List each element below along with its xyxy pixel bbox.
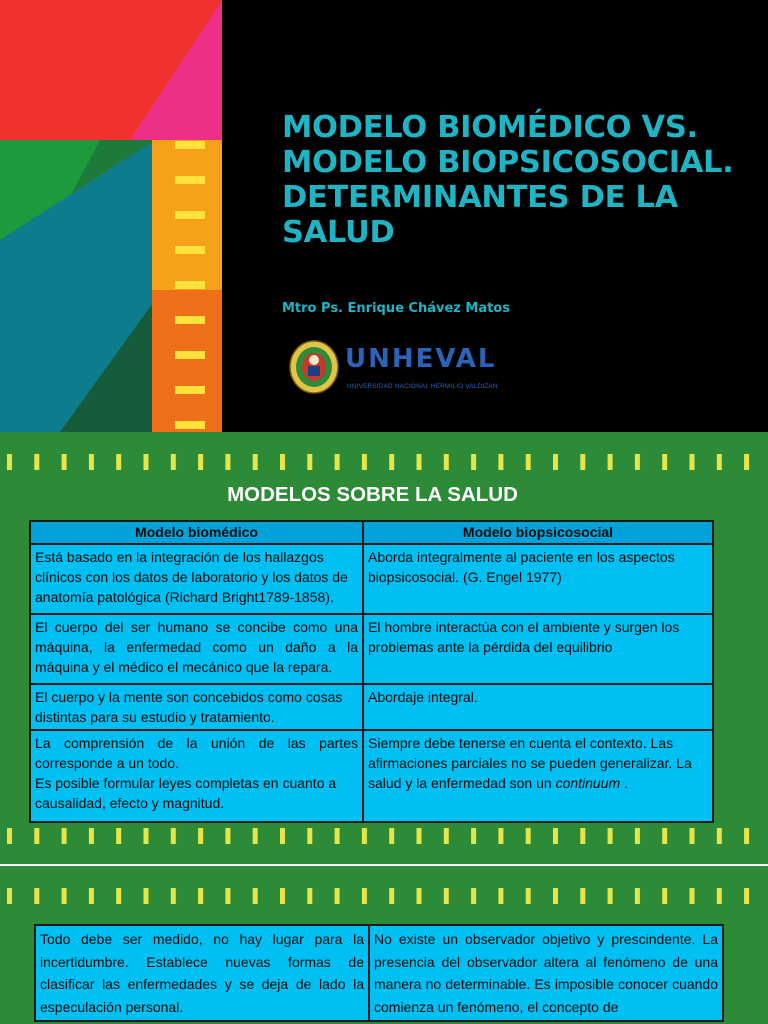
cell-biomedico [30, 730, 363, 822]
section-title: MODELOS SOBRE LA SALUD [227, 483, 518, 506]
university-seal-icon [289, 338, 339, 394]
cell-biomedico: El cuerpo del ser humano se concibe como una máquina, la enfermedad como un daño a la máquina y el médico el mecánico que la repara. [30, 614, 363, 684]
emphasis-text: continuum [555, 775, 621, 791]
cell-text: La comprensión de la unión de las partes corresponde a un todo. [35, 735, 358, 771]
column-header-biomedico: Modelo biomédico [30, 521, 363, 544]
slide-title: MODELO BIOMÉDICO VS. MODELO BIOPSICOSOCIAL. DETERMINANTES DE LA SALUD [282, 110, 734, 250]
university-subtitle: UNIVERSIDAD NACIONAL HERMILIO VALDIZAN [347, 383, 498, 390]
table-row [30, 544, 713, 614]
university-name: UNHEVAL [345, 344, 497, 374]
cell-text: . [624, 775, 628, 791]
dashed-border-bottom [0, 828, 768, 844]
continuation-slide [0, 866, 768, 1024]
cell-biopsicosocial [363, 730, 713, 822]
comparison-table [29, 520, 714, 823]
table-row [35, 925, 723, 1021]
author-name: Mtro Ps. Enrique Chávez Matos [282, 301, 510, 316]
table-row [30, 730, 713, 822]
cell-text: Siempre debe tenerse en cuenta el contexto. Las afirmaciones parciales no se pueden generalizar. La salud y la enfermedad son un [368, 735, 692, 791]
table-header-row [30, 521, 713, 544]
decorative-color-blocks [0, 0, 222, 432]
cell-biopsicosocial: No existe un observador objetivo y prescindente. La presencia del observador altera al fenómeno de una manera no determinable. Es imposible conocer cuando comienza un fenómeno, el concepto de [369, 925, 723, 1021]
cell-biomedico: Todo debe ser medido, no hay lugar para la incertidumbre. Establece nuevas formas de clasificar las enfermedades y se deja de lado la especulación personal. [35, 925, 369, 1021]
title-slide [0, 0, 768, 432]
cell-biopsicosocial: Abordaje integral. [363, 684, 713, 730]
continuation-table [34, 924, 724, 1022]
models-slide [0, 432, 768, 864]
table-row [30, 614, 713, 684]
column-header-biopsicosocial: Modelo biopsicosocial [363, 521, 713, 544]
table-row [30, 684, 713, 730]
cell-biopsicosocial: Aborda integralmente al paciente en los aspectos biopsicosocial. (G. Engel 1977) [363, 544, 713, 614]
cell-text: Es posible formular leyes completas en cuanto a causalidad, efecto y magnitud. [35, 775, 337, 811]
university-logo [289, 338, 529, 398]
cell-biomedico: El cuerpo y la mente son concebidos como cosas distintas para su estudio y tratamiento. [30, 684, 363, 730]
dashed-border-top [0, 454, 768, 470]
cell-biomedico: Está basado en la integración de los hallazgos clínicos con los datos de laboratorio y los datos de anatomía patológica (Richard Bright1789-1858). [30, 544, 363, 614]
cell-biopsicosocial: El hombre interactúa con el ambiente y surgen los problemas ante la pérdida del equilibrio [363, 614, 713, 684]
dashed-border-top [0, 888, 768, 904]
